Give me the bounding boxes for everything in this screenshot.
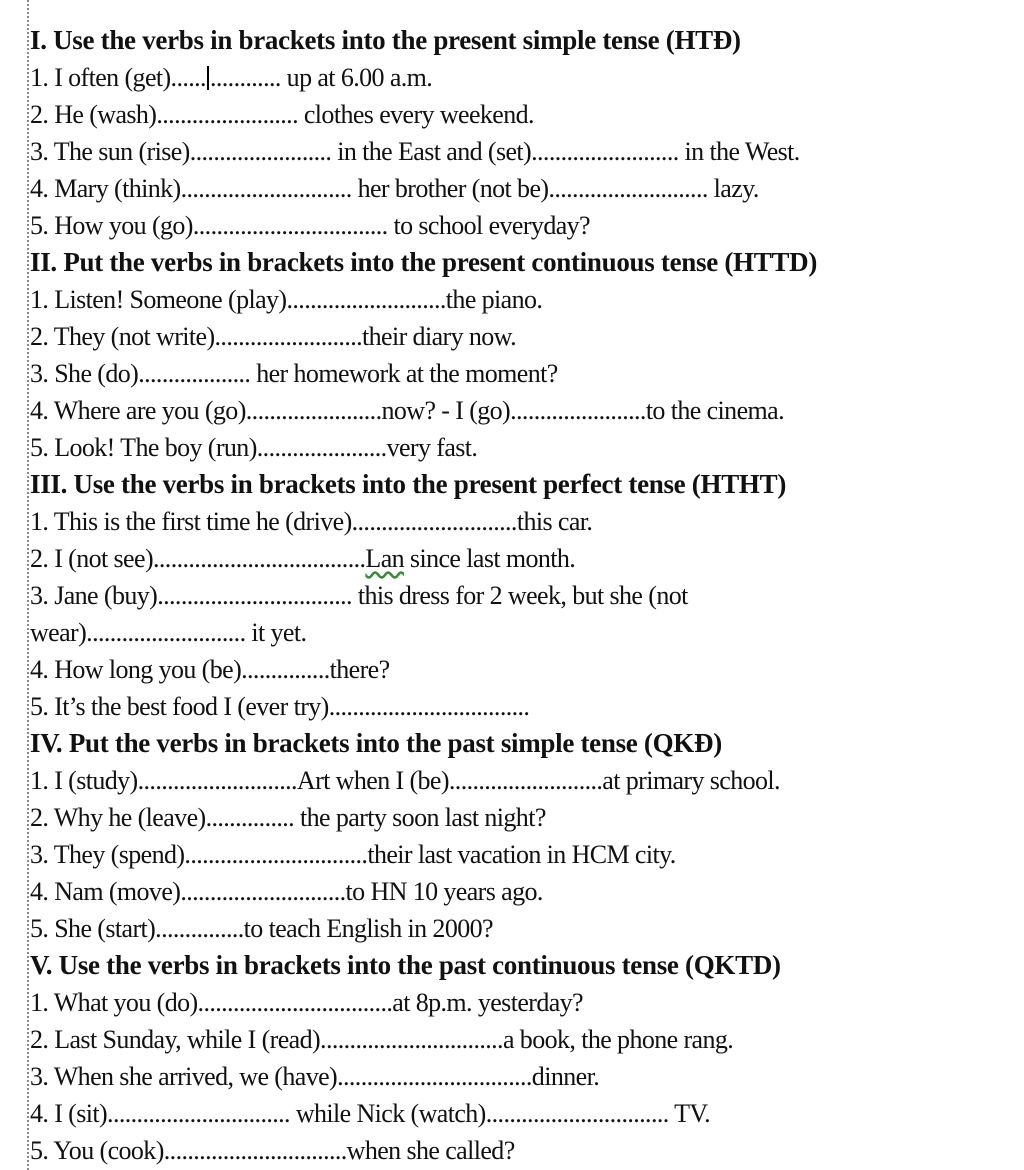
section-5-item-2: 2. Last Sunday, while I (read)...............................a book, the phone rang.: [30, 1025, 734, 1054]
exercise-document: [30, 22, 1015, 1169]
section-2-item-2: 2. They (not write).........................their diary now.: [30, 322, 517, 351]
section-3-item-2: [30, 540, 1015, 577]
section-2-item-5: 5. Look! The boy (run)......................very fast.: [30, 433, 478, 462]
section-3-item-1: 1. This is the first time he (drive)............................this car.: [30, 507, 593, 536]
section-4-item-3: 3. They (spend)...............................their last vacation in HCM city.: [30, 840, 676, 869]
section-3-item-3-continued: wear)........................... it yet.: [30, 618, 307, 647]
section-3-heading: III. Use the verbs in brackets into the present perfect tense (HTHT): [30, 469, 787, 499]
section-4-item-1: 1. I (study)...........................Art when I (be)..........................at primary school.: [30, 766, 780, 795]
text-cursor-caret: [207, 66, 209, 90]
section-5-item-5: 5. You (cook)...............................when she called?: [30, 1136, 515, 1165]
section-2-item-3: 3. She (do)................... her homework at the moment?: [30, 359, 558, 388]
section-4-item-4: 4. Nam (move)............................to HN 10 years ago.: [30, 877, 543, 906]
section-1-item-1: [30, 59, 1015, 96]
spellcheck-flagged-word: Lan: [365, 544, 405, 573]
section-1-heading: I. Use the verbs in brackets into the present simple tense (HTĐ): [30, 25, 741, 55]
section-3-item-5: 5. It’s the best food I (ever try)..................................: [30, 692, 530, 721]
section-5-item-3: 3. When she arrived, we (have).................................dinner.: [30, 1062, 600, 1091]
item-text-before-cursor: 1. I often (get)......: [30, 63, 206, 92]
item-text-before-name: 2. I (not see)....................................: [30, 544, 366, 573]
item-text-after-cursor: ............ up at 6.00 a.m.: [209, 63, 433, 92]
section-4-item-2: 2. Why he (leave)............... the party soon last night?: [30, 803, 546, 832]
section-3-item-4: 4. How long you (be)...............there?: [30, 655, 390, 684]
section-3-item-3: 3. Jane (buy)................................. this dress for 2 week, but she (not: [30, 581, 688, 610]
section-1-item-5: 5. How you (go)................................. to school everyday?: [30, 211, 590, 240]
section-2-item-1: 1. Listen! Someone (play)...........................the piano.: [30, 285, 543, 314]
page-margin-dotted-line: [27, 0, 29, 1170]
section-4-heading: IV. Put the verbs in brackets into the past simple tense (QKĐ): [30, 728, 722, 758]
section-1-item-2: 2. He (wash)........................ clothes every weekend.: [30, 100, 534, 129]
section-4-item-5: 5. She (start)...............to teach English in 2000?: [30, 914, 493, 943]
section-5-item-1: 1. What you (do).................................at 8p.m. yesterday?: [30, 988, 583, 1017]
section-2-heading: II. Put the verbs in brackets into the present continuous tense (HTTD): [30, 247, 818, 277]
section-5-heading: V. Use the verbs in brackets into the past continuous tense (QKTD): [30, 950, 781, 980]
section-1-item-4: 4. Mary (think)............................. her brother (not be)........................... lazy.: [30, 174, 759, 203]
section-1-item-3: 3. The sun (rise)........................ in the East and (set)......................... in the West.: [30, 137, 800, 166]
item-text-after-name: since last month.: [404, 544, 576, 573]
section-5-item-4: 4. I (sit)............................... while Nick (watch)............................... TV.: [30, 1099, 711, 1128]
section-2-item-4: 4. Where are you (go).......................now? - I (go).......................to the cinema.: [30, 396, 784, 425]
